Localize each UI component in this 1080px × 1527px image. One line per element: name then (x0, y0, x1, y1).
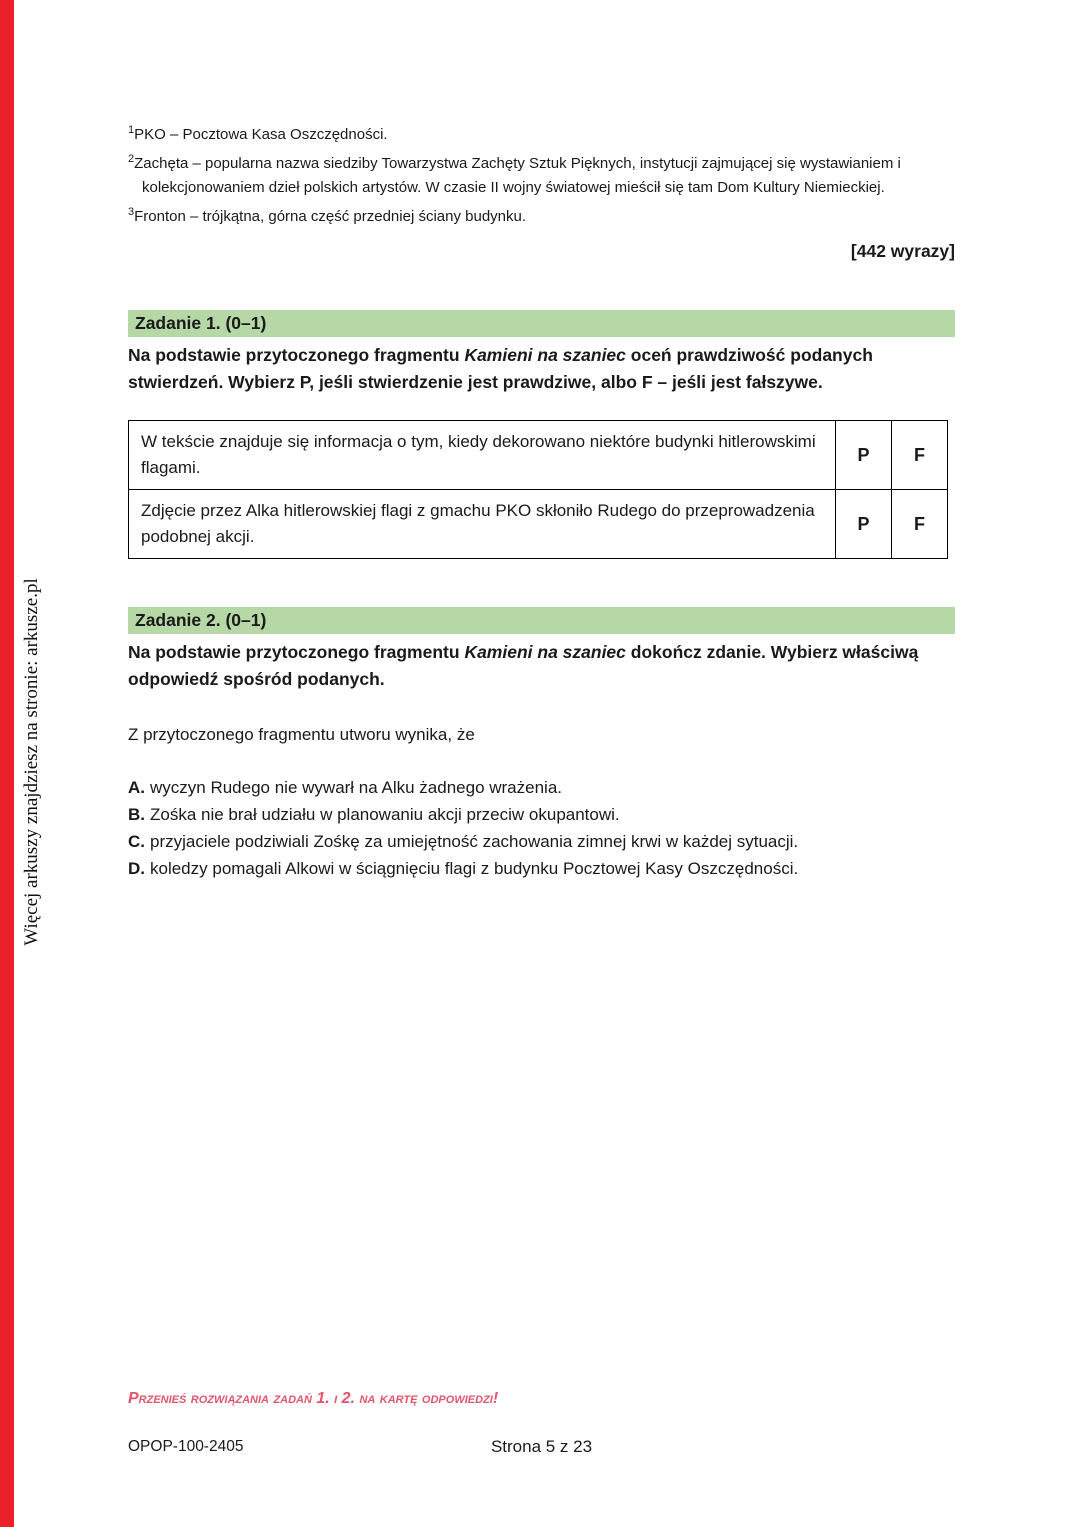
task1-instruction (128, 342, 955, 396)
option-text: przyjaciele podziwiali Zośkę za umiejętność zachowania zimnej krwi w każdej sytuacji. (150, 832, 799, 851)
true-option-cell: P (836, 490, 892, 559)
footnote-text: Zachęta – popularna nazwa siedziby Towarzystwa Zachęty Sztuk Pięknych, instytucji zajmującej się wystawianiem i kolekcjonowaniem dzieł polskich artystów. W czasie II wojny światowej mieścił się tam Dom Kultury Niemieckiej. (134, 155, 901, 196)
option-letter: B. (128, 805, 145, 824)
task2-header: Zadanie 2. (0–1) (128, 607, 955, 634)
false-option-cell: F (892, 490, 948, 559)
true-option-cell: P (836, 421, 892, 490)
exam-code: OPOP-100-2405 (128, 1438, 244, 1455)
answer-option (128, 774, 955, 801)
footnotes-block (128, 118, 955, 229)
footnote-text: PKO – Pocztowa Kasa Oszczędności. (134, 126, 388, 143)
footnote-number: 1 (128, 124, 135, 136)
option-text: koledzy pomagali Alkowi w ściągnięciu flagi z budynku Pocztowej Kasy Oszczędności. (150, 859, 799, 878)
answer-option (128, 855, 955, 882)
false-option-cell: F (892, 421, 948, 490)
statement-cell: W tekście znajduje się informacja o tym, kiedy dekorowano niektóre budynki hitlerowskimi flagami. (129, 421, 836, 490)
book-title: Kamieni na szaniec (464, 642, 626, 662)
left-accent-bar (0, 0, 14, 1527)
option-letter: C. (128, 832, 145, 851)
task2-options (128, 774, 955, 882)
option-letter: A. (128, 778, 145, 797)
page-number: Strona 5 z 23 (490, 1437, 593, 1456)
table-row (129, 421, 948, 490)
task2-instruction (128, 639, 955, 693)
statement-cell: Zdjęcie przez Alka hitlerowskiej flagi z gmachu PKO skłoniło Rudego do przeprowadzenia podobnej akcji. (129, 490, 836, 559)
footnote (128, 118, 955, 147)
answer-option (128, 801, 955, 828)
option-letter: D. (128, 859, 145, 878)
word-count-label: [442 wyrazy] (850, 241, 955, 261)
task2-question-stem: Z przytoczonego fragmentu utworu wynika, że (128, 725, 475, 744)
task1-statements-table (128, 420, 948, 559)
transfer-answers-note: Przenieś rozwiązania zadań 1. i 2. na kartę odpowiedzi! (128, 1390, 499, 1407)
task1-header: Zadanie 1. (0–1) (128, 310, 955, 337)
sidebar-watermark-text: Więcej arkuszy znajdziesz na stronie: arkusze.pl (21, 578, 42, 946)
footnote-number: 2 (128, 153, 135, 165)
footnote-number: 3 (128, 206, 135, 218)
task2-instruction-suffix: dokończ zdanie. Wybierz właściwą odpowiedź spośród podanych. (128, 642, 919, 689)
footnote (128, 147, 955, 200)
footnote-text: Fronton – trójkątna, górna część przedniej ściany budynku. (134, 208, 527, 225)
option-text: Zośka nie brał udziału w planowaniu akcji przeciw okupantowi. (150, 805, 620, 824)
option-text: wyczyn Rudego nie wywarł na Alku żadnego wrażenia. (150, 778, 563, 797)
task2-instruction-prefix: Na podstawie przytoczonego fragmentu (128, 642, 465, 662)
task1-instruction-suffix: oceń prawdziwość podanych stwierdzeń. Wybierz P, jeśli stwierdzenie jest prawdziwe, albo F – jeśli jest fałszywe. (128, 345, 873, 392)
page-content (128, 118, 955, 882)
table-row (129, 490, 948, 559)
book-title: Kamieni na szaniec (464, 345, 626, 365)
footnote (128, 200, 955, 229)
answer-option (128, 828, 955, 855)
task1-instruction-prefix: Na podstawie przytoczonego fragmentu (128, 345, 465, 365)
